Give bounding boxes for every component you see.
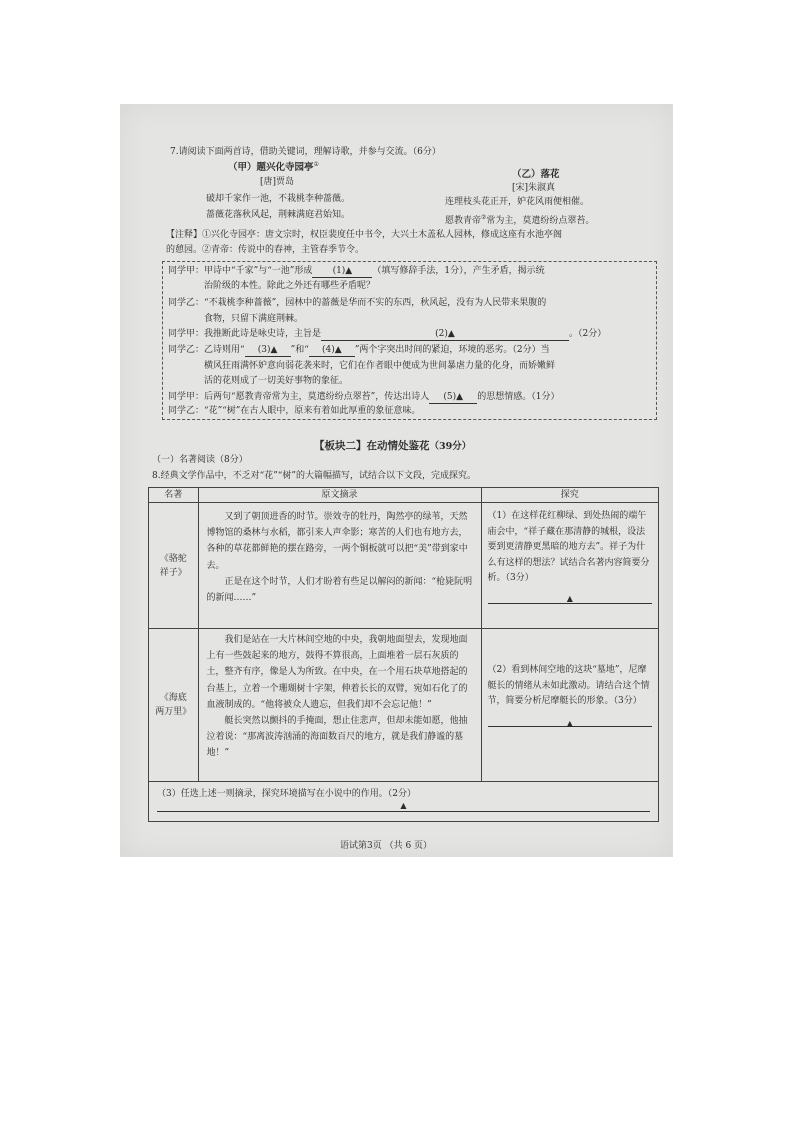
- dialogue-line-7: 横风狂雨满怀妒意向弱花袭来时，它们在作者眼中便成为世间暴虐力量的化身，而娇嫩鲜: [204, 361, 556, 371]
- header-excerpt: 原文摘录: [198, 488, 481, 503]
- work-title-1: 《骆驼 祥子》: [149, 503, 199, 629]
- exam-page: [120, 104, 673, 857]
- page-footer: 语试第3页 （共 6 页）: [340, 841, 433, 851]
- question-3: （3）任选上述一则摘录，探究环境描写在小说中的作用。（2分） ▲: [149, 782, 659, 822]
- poem-a-title: （甲）题兴化寺园亭①: [228, 160, 319, 173]
- classics-table: [148, 487, 659, 822]
- module2-heading: 【板块二】在动情处鉴花（39分）: [314, 440, 472, 452]
- dialogue-line-5: 同学甲：我推断此诗是咏史诗，主旨是 (2)▲ 。（2分）: [168, 329, 607, 339]
- answer-blank-3[interactable]: (3)▲: [245, 344, 291, 357]
- dialogue-line-8: 活的花则成了一切美好事物的象征。: [204, 376, 349, 386]
- work-title-2: 《海底 两万里》: [149, 629, 199, 782]
- answer-area-2[interactable]: ▲: [488, 716, 652, 727]
- dialogue-line-10: 同学乙：“花”“树”在古人眼中，原来有着如此厚重的象征意味。: [168, 406, 421, 416]
- q8-title: 8.经典文学作品中，不乏对“花”“树”的大篇幅描写，试结合以下文段，完成探究。: [152, 471, 476, 481]
- dialogue-line-2: 治阶级的本性。除此之外还有哪些矛盾呢？: [204, 281, 376, 291]
- poem-a-author: [唐]贾岛: [260, 177, 295, 187]
- question-1: （1）在这样花红柳绿、到处热闹的端午庙会中，“祥子藏在那清静的城根，设法要到更清静更黑暗的地方去”。祥子为什么有这样的想法？试结合名著内容简要分析。（3分） ▲: [481, 503, 658, 629]
- dialogue-line-6: 同学乙：乙诗则用“ (3)▲ ”和“ (4)▲ ”两个字突出时间的紧迫，环境的恶劣。（2分）当: [168, 345, 550, 355]
- answer-area-1[interactable]: ▲: [488, 591, 652, 604]
- answer-area-3[interactable]: ▲: [157, 801, 650, 812]
- q7-title: 7.请阅读下面两首诗，借助关键词，理解诗歌，并参与交流。（6分）: [170, 147, 441, 157]
- header-work: 名著: [149, 488, 199, 503]
- dialogue-line-4: 食物，只留下满庭荆棘。: [204, 314, 304, 324]
- table-row: [149, 782, 659, 822]
- answer-blank-4[interactable]: (4)▲: [309, 344, 355, 357]
- table-row: [149, 503, 659, 629]
- table-row: [149, 629, 659, 782]
- excerpt-1: 又到了朝顶进香的时节。崇效寺的牡丹，陶然亭的绿苇，天然博物馆的桑林与水稻，都引来人声伞影；寒苦的人们也有地方去，各种的草花都鲜艳的摆在路旁，一两个铜板就可以把“美”带到家中去。 正是在这个时节，人们才盼着有些足以解闷的新闻：“枪毙阮明的新闻……”: [198, 503, 481, 629]
- poem-b-author: [宋]朱淑真: [512, 183, 556, 193]
- table-header-row: [149, 488, 659, 503]
- answer-blank-5[interactable]: (5)▲: [429, 391, 477, 404]
- note-line2: 的憩园。②青帝：传说中的春神，主管春季节令。: [166, 245, 365, 255]
- dialogue-line-1: 同学甲：甲诗中“千家”与“一池”形成 (1)▲ （填写修辞手法，1分），产生矛盾，揭示统: [168, 266, 545, 276]
- poem-a-line1: 破却千家作一池，不栽桃李种蔷薇。: [206, 194, 351, 204]
- section-subtitle: （一）名著阅读（8分）: [152, 455, 248, 465]
- poem-b-line1: 连理枝头花正开，妒花风雨便相催。: [445, 197, 590, 207]
- excerpt-2: 我们是站在一大片林间空地的中央，我朝地面望去，发现地面上有一些鼓起来的地方，鼓得不算很高，上面堆着一层石灰质的土，整齐有序，像是人为所致。在中央，在一个用石块草地搭起的台基上，立着一个珊瑚树十字架，伸着长长的双臂，宛如石化了的血液制成的。“他将被众人遗忘，但我们却不会忘记他！” 艇长突然以颤抖的手掩面，想止住悲声，但却未能如愿，他抽泣着说：“那离波涛汹涌的海面数百尺的地方，就是我们静谧的墓地！”: [198, 629, 481, 782]
- dialogue-line-9: 同学甲：后两句“愿教青帝常为主，莫遣纷纷点翠苔”，传达出诗人 (5)▲ 的思想情感。（1分）: [168, 392, 560, 402]
- answer-blank-1[interactable]: (1)▲: [312, 265, 372, 278]
- poem-b-title: （乙）落花: [512, 169, 560, 180]
- note-line1: 【注释】①兴化寺园亭：唐文宗时，权臣裴度任中书令，大兴土木盖私人园林，修成这座有水池亭阁: [166, 230, 563, 240]
- question-2: （2）看到林间空地的这块“墓地”，尼摩艇长的情绪从未如此激动。请结合这个情节，简要分析尼摩艇长的形象。（3分） ▲: [481, 629, 658, 782]
- header-explore: 探究: [481, 488, 658, 503]
- answer-blank-2[interactable]: (2)▲: [321, 328, 569, 341]
- dialogue-line-3: 同学乙：“不栽桃李种蔷薇”，园林中的蔷薇是华而不实的东西，秋风起，没有为人民带来果腹的: [168, 298, 547, 308]
- poem-b-line2: 愿教青帝②常为主，莫遣纷纷点翠苔。: [445, 214, 595, 226]
- poem-a-line2: 蔷薇花落秋风起，荆棘满庭君始知。: [206, 210, 351, 220]
